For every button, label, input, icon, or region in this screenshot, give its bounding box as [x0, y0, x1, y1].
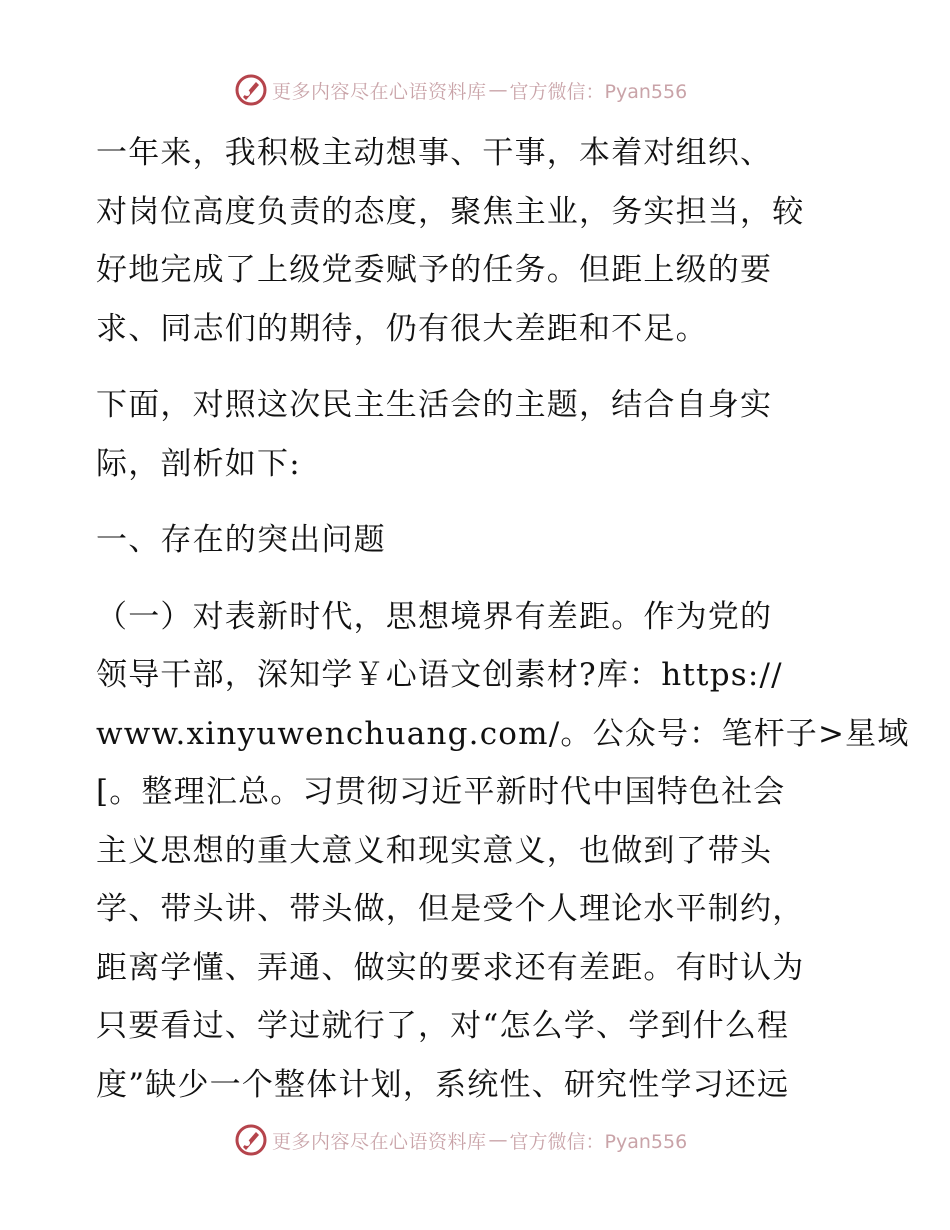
watermark-contact-text: 官方微信：Pyan556 — [509, 80, 688, 103]
text-line: 下面，对照这次民主生活会的主题，结合自身实 — [96, 387, 773, 423]
watermark-dash: — — [488, 1129, 508, 1151]
quill-logo-icon — [234, 1123, 268, 1157]
paragraph-analysis-intro — [96, 376, 856, 493]
text-line: 好地完成了上级党委赋予的任务。但距上级的要 — [96, 252, 773, 288]
text-line: 学、带头讲、带头做，但是受个人理论水平制约， — [96, 891, 805, 927]
watermark-site-text: 更多内容尽在心语资料库 — [272, 80, 487, 103]
quill-logo-icon — [234, 73, 268, 107]
text-line: 只要看过、学过就行了，对“怎么学、学到什么程 — [96, 1008, 790, 1044]
text-line: 距离学懂、弄通、做实的要求还有差距。有时认为 — [96, 949, 805, 986]
text-line: 度”缺少一个整体计划，系统性、研究性学习还远 — [96, 1066, 790, 1103]
text-line: 领导干部，深知学￥心语文创素材?库：https:// — [96, 657, 783, 693]
document-body — [96, 124, 910, 1114]
watermark-dash: — — [488, 79, 508, 101]
text-line: www.xinyuwenchuang.com/。公众号：笔杆子>星域 — [96, 715, 910, 752]
paragraph-intro — [96, 124, 856, 358]
watermark-site-text: 更多内容尽在心语资料库 — [272, 1130, 487, 1153]
text-line: 一年来，我积极主动想事、干事，本着对组织、 — [96, 135, 773, 171]
footer-watermark — [234, 1122, 687, 1158]
text-line: [。整理汇总。习贯彻习近平新时代中国特色社会 — [96, 774, 786, 810]
text-line: （一）对表新时代，思想境界有差距。作为党的 — [96, 598, 773, 635]
watermark-contact-text: 官方微信：Pyan556 — [509, 1130, 688, 1153]
text-line: 对岗位高度负责的态度，聚焦主业，务实担当，较 — [96, 193, 805, 230]
text-line: 求、同志们的期待，仍有很大差距和不足。 — [96, 310, 708, 347]
section-heading — [96, 511, 856, 570]
text-line: 一、存在的突出问题 — [96, 522, 386, 558]
paragraph-problem-one — [96, 588, 910, 1115]
text-line: 际，剖析如下: — [96, 445, 301, 482]
header-watermark — [234, 72, 687, 108]
text-line: 主义思想的重大意义和现实意义，也做到了带头 — [96, 832, 773, 869]
